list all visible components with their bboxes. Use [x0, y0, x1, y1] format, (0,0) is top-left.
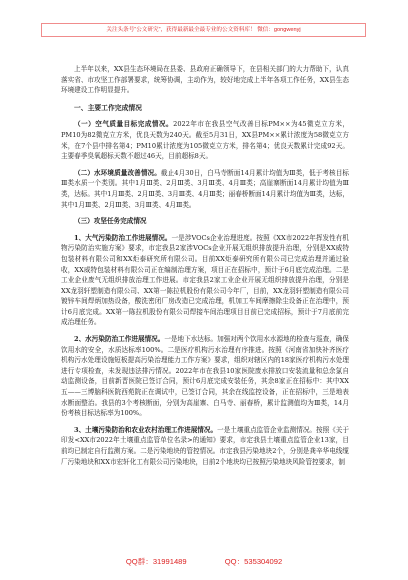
document-body: [61, 64, 349, 467]
paragraph-text: 一是涉VOCs企业治理进度。按照《XX市2022年挥发性有机物污染防治实施方案》要求，市定我县2家涉VOCs企业开展无组织排放提升治理，分别是XX威特包装材料有限公司和XX炬泰研究所有限公司。目前XX炬泰研究所有限公司已完成治理并通过验收，XX威特包装材料有限公司正在编制治理方案，项目正在招标中，预计于6月底完成治理。二是工业企业废气无组织排放治理工作进展。市定我县2家工业企业开展无组织排放提升治理，分别是XX龙羽轩塑制造有限公司、XX第一陈拉机股份有限公司今年厂，目前，XX龙羽轩塑制造有限公司镀锌车间焊炳加热设备，酸洗密闭厂房改造已完成治理，机加工车间摩擦除尘设备正在治理中，预计6月底完成。XX第一陈拉机股份有限公司焊接车间治理项目目前已完成招标，预计于7月底前完成治理任务。: [61, 233, 349, 327]
contact-footer: [0, 556, 408, 567]
section-heading: 一、主要工作完成情况: [74, 103, 142, 112]
soil-pollution-paragraph: [61, 425, 349, 467]
water-quality-paragraph: [61, 168, 349, 210]
air-pollution-paragraph: [61, 233, 349, 328]
item-title: 2、水污染防治工作进展情况。: [74, 335, 165, 344]
paragraph-text: 2022年市在我县空气改善目标PM××为45微克立方米，PM10为82微克立方米，优良天数为240天。截至5月31日，XX县PM××累计浓度为58微克立方米，在7个县中排名第4；PM10累计浓度为105微克立方米，排名第4；优良天数累计完成92天。主要春季臭氧超标天数不超过46天，目前超标8天。: [61, 120, 349, 161]
qq-text: QQ：535304092: [224, 557, 283, 566]
subsection-title: （一）空气质量目标完成情况。: [74, 120, 174, 129]
promo-banner: 关注头条号“公文研究”，获得最新最全最专业的公文资料库！ 微信：gongwenyj: [41, 23, 366, 37]
paragraph-text: 一是地下水达标。加强对两个饮用水水源地的检查与巡查，确保饮用水的安全，水质达标率100%。二是医疗机构污水治理有序推进。按照《河南省加快补齐医疗机构污水处理设施短板提高污染治理能力工作方案》要求，组织对辖区内的18家医疗机构污水处理进行专项检查，未发现违法排污情况。2022年市在我县10家医院废水排放口安装流量和总余氯自动监测设备，目前新晋医院已签订合同，预计6月底完成安装任务，其余8家正在招标中：其中XX五——三博脑科医院西苑院正在调试中，已签订合同，其余在线监控设备，正在招标中，三是地表水断面整治。我县的3个考核断面，分别为高崖寨、白马寺、丽春桥，累计监测值均为Ⅲ类，14月份考核目标达标率为100%。: [61, 335, 349, 418]
water-pollution-paragraph: [61, 334, 349, 419]
paragraph-text: 一是土壤重点监管企业监测情况。按照《关于印发<XX市2022年土壤重点监管单位名录>的通知》要求，市定我县土壤重点监管企业13家，目前均已制定自行监测方案。二是污染地块的管控情况。市定我县污染地块2个，分别是龚辛华电线缆厂污染地块和XX市宏轩化工有限公司污染地块，目前2个地块均已按照污染地块风险管控要求，制: [61, 425, 349, 466]
intro-paragraph: 上半年以来，XX县生态环境局在县委、县政府正确领导下，在县相关部门的大力帮助下，认真落实省、市攻坚工作部署要求，统筹协调，主动作为，较好地完成上半年各项工作任务，XX县生态环境建设工作明显提升。: [61, 65, 349, 95]
air-quality-paragraph: [61, 119, 349, 161]
qq-group-text: QQ群：31991489: [125, 557, 187, 566]
item-title: 3、土壤污染防治和农业农村治理工作进展情况。: [74, 425, 218, 434]
task-heading: （三）攻坚任务完成情况: [74, 217, 147, 226]
paragraph-text: 截止4月30日，白马寺断面14月累计均值为Ⅲ类，低于考核目标Ⅲ类水质一个类别。其中1月Ⅲ类、2月Ⅲ类、3月Ⅲ类、4月Ⅲ类；高崖寨断面14月累计均值为Ⅲ类，达标。其中1月Ⅲ类、2月Ⅲ类、3月Ⅲ类、4月Ⅲ类；丽春桥断面14月累计均值为Ⅲ类，达标，其中1月Ⅲ类、2月Ⅲ类、3月Ⅲ类、4月Ⅲ类。: [61, 168, 349, 209]
item-title: 1、大气污染防治工作进展情况。: [74, 233, 172, 242]
subsection-title: （二）水环境质量改善情况。: [74, 168, 161, 177]
